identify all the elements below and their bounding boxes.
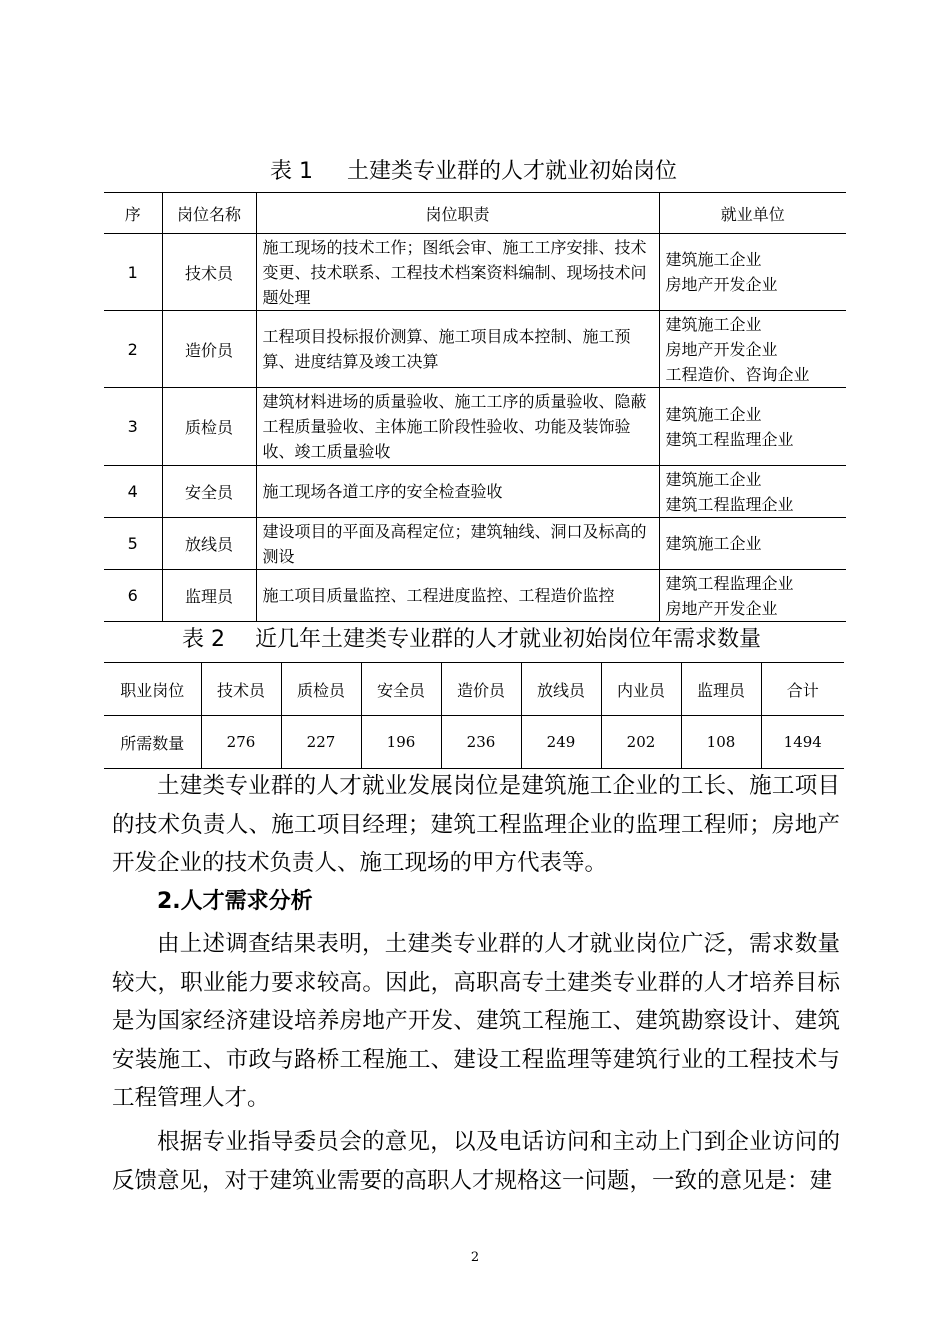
column-header: 内业员 [601,663,681,716]
paragraph-text: 由上述调查结果表明，土建类专业群的人才就业岗位广泛，需求数量较大，职业能力要求较高。因此，高职高专土建类专业群的人才培养目标是为国家经济建设培养房地产开发、建筑工程施工、建筑勘察设计、建筑安装施工、市政与路桥工程施工、建设工程监理等建筑行业的工程技术与工程管理人才。 [112,931,840,1111]
table2-caption-title: 近几年土建类专业群的人才就业初始岗位年需求数量 [255,627,762,652]
row-number: 5 [104,518,162,570]
column-header-employer: 就业单位 [659,193,846,234]
employment-positions-table [104,192,846,622]
column-header-total: 合计 [761,663,844,716]
table-row [104,570,846,622]
employer-cell [659,570,846,622]
position-name: 造价员 [162,311,256,388]
position-duty: 建设项目的平面及高程定位；建筑轴线、洞口及标高的测设 [256,518,659,570]
employer-cell [659,466,846,518]
table-row [104,388,846,466]
row-number: 1 [104,234,162,311]
quantity-cell: 227 [281,716,361,769]
row-label-quantity: 所需数量 [104,716,201,769]
table2-caption-number: 表 2 [182,627,225,652]
employer-item: 建筑工程监理企业 [665,429,794,449]
employer-item: 房地产开发企业 [665,275,778,294]
row-number: 4 [104,466,162,518]
quantity-cell: 276 [201,716,281,769]
quantity-cell: 202 [601,716,681,769]
employer-item: 建筑施工企业 [665,469,762,489]
position-name: 技术员 [162,234,256,311]
column-header: 监理员 [681,663,761,716]
row-number: 6 [104,570,162,622]
row-number: 3 [104,388,162,466]
paragraph-feedback [112,1123,840,1200]
quantity-cell: 196 [361,716,441,769]
employer-item: 建筑工程监理企业 [665,494,794,514]
row-label-position: 职业岗位 [104,663,201,716]
employer-item: 建筑工程监理企业 [665,573,794,593]
table-header-row [104,193,846,234]
position-name: 质检员 [162,388,256,466]
column-header-no: 序 [104,193,162,234]
quantity-cell: 236 [441,716,521,769]
page-number: 2 [470,1250,480,1265]
employer-cell [659,388,846,466]
employer-item: 建筑施工企业 [665,534,762,553]
table1-caption-number: 表 1 [270,159,313,184]
position-name: 放线员 [162,518,256,570]
position-duty: 施工现场各道工序的安全检查验收 [256,466,659,518]
employer-cell [659,234,846,311]
column-header: 质检员 [281,663,361,716]
employer-item: 房地产开发企业 [665,339,778,359]
row-number: 2 [104,311,162,388]
employer-item: 建筑施工企业 [665,404,762,424]
paragraph-text: 根据专业指导委员会的意见，以及电话访问和主动上门到企业访问的反馈意见，对于建筑业需要的高职人才规格这一问题，一致的意见是：建 [112,1129,840,1194]
table1-caption-title: 土建类专业群的人才就业初始岗位 [347,159,678,184]
table-row [104,234,846,311]
employer-cell [659,518,846,570]
quantity-cell: 249 [521,716,601,769]
column-header: 安全员 [361,663,441,716]
column-header-duty: 岗位职责 [256,193,659,234]
quantity-total: 1494 [761,716,844,769]
table-header-row [104,663,844,716]
paragraph-demand-analysis [112,925,840,1118]
position-duty: 施工现场的技术工作；图纸会审、施工工序安排、技术变更、技术联系、工程技术档案资料编制、现场技术问题处理 [256,234,659,311]
annual-demand-table [104,662,844,769]
table-row [104,311,846,388]
employer-cell [659,311,846,388]
table-row [104,518,846,570]
employer-item: 建筑施工企业 [665,314,762,334]
table-row [104,466,846,518]
paragraph-text: 土建类专业群的人才就业发展岗位是建筑施工企业的工长、施工项目的技术负责人、施工项目经理；建筑工程监理企业的监理工程师；房地产开发企业的技术负责人、施工现场的甲方代表等。 [112,773,840,876]
section-heading: 2.人才需求分析 [157,889,313,914]
table1-caption [270,154,677,185]
position-name: 安全员 [162,466,256,518]
table-row [104,716,844,769]
employer-item: 建筑施工企业 [665,250,762,269]
employer-item: 工程造价、咨询企业 [665,364,810,384]
position-duty: 建筑材料进场的质量验收、施工工序的质量验收、隐蔽工程质量验收、主体施工阶段性验收、功能及装饰验收、竣工质量验收 [256,388,659,466]
position-duty: 工程项目投标报价测算、施工项目成本控制、施工预算、进度结算及竣工决算 [256,311,659,388]
quantity-cell: 108 [681,716,761,769]
column-header: 放线员 [521,663,601,716]
paragraph-career-development [112,767,840,883]
column-header: 造价员 [441,663,521,716]
column-header-position: 岗位名称 [162,193,256,234]
table2-caption [182,622,761,653]
column-header: 技术员 [201,663,281,716]
employer-item: 房地产开发企业 [665,598,778,618]
position-duty: 施工项目质量监控、工程进度监控、工程造价监控 [256,570,659,622]
position-name: 监理员 [162,570,256,622]
